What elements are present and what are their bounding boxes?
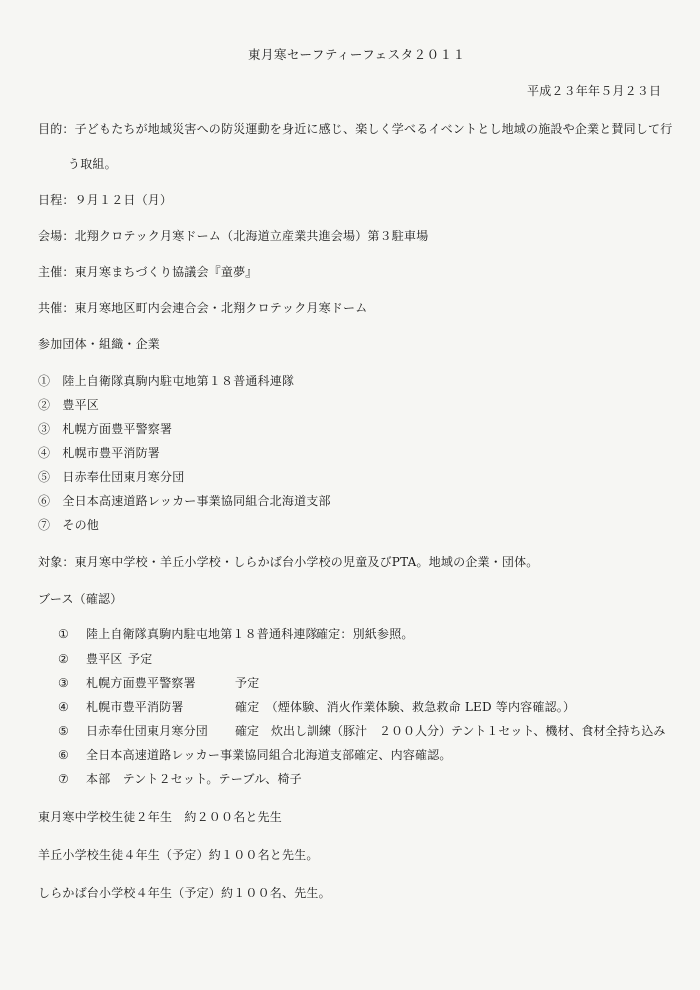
participant-item: ③ 札幌方面豊平警察署 [38, 422, 173, 436]
participant-item: ⑥ 全日本高速道路レッカー事業協同組合北海道支部 [38, 494, 331, 508]
booth-row [58, 748, 452, 762]
document-date: 平成２３年年５月２３日 [527, 84, 662, 98]
target: 対象：東月寒中学校・羊丘小学校・しらかば台小学校の児童及びPTA。地域の企業・団体。 [38, 555, 539, 569]
booth-status: 確定、内容確認。 [354, 748, 452, 762]
booth-name: 豊平区 [86, 652, 123, 666]
booth-number: ④ [58, 700, 69, 714]
booth-name: 日赤奉仕団東月寒分団 [86, 724, 209, 738]
participant-item: ④ 札幌市豊平消防署 [38, 446, 161, 460]
participant-item: ⑤ 日赤奉仕団東月寒分団 [38, 470, 185, 484]
participant-item: ① 陸上自衛隊真駒内駐屯地第１８普通科連隊 [38, 374, 295, 388]
student-count: 羊丘小学校生徒４年生（予定）約１００名と先生。 [38, 848, 319, 862]
student-count: 東月寒中学校生徒２年生 約２００名と先生 [38, 810, 283, 824]
booth-row [58, 627, 414, 641]
booth-status: 予定 [235, 676, 260, 690]
schedule: 日程：９月１２日（月） [38, 193, 173, 207]
booth-name: 札幌市豊平消防署 [86, 700, 184, 714]
booth-row [58, 772, 302, 786]
participant-item: ② 豊平区 [38, 398, 100, 412]
booth-row [58, 724, 666, 738]
booth-name: 本部 テント２セット。テーブル、椅子 [86, 772, 302, 786]
cosponsor: 共催：東月寒地区町内会連合会・北翔クロテック月寒ドーム [38, 301, 368, 315]
booth-row [58, 676, 260, 690]
venue: 会場：北翔クロテック月寒ドーム（北海道立産業共進会場）第３駐車場 [38, 229, 429, 243]
booth-name: 全日本高速道路レッカー事業協同組合北海道支部 [86, 748, 355, 762]
booth-number: ⑤ [58, 724, 69, 738]
purpose-line-2: う取組。 [68, 157, 117, 171]
student-count: しらかば台小学校４年生（予定）約１００名、先生。 [38, 886, 331, 900]
booth-number: ③ [58, 676, 69, 690]
participant-item: ⑦ その他 [38, 518, 100, 532]
booth-status: 確定 （煙体験、消火作業体験、救急救命 LED 等内容確認。） [235, 700, 576, 714]
booth-status: 確定：別紙参照。 [316, 627, 414, 641]
purpose-line-1: 目的：子どもたちが地域災害への防災運動を身近に感じ、楽しく学べるイベントとし地域の施設や企業と賛同して行 [38, 122, 673, 136]
organizer: 主催：東月寒まちづくり協議会『童夢』 [38, 265, 258, 279]
booth-status: 確定 炊出し訓練（豚汁 ２００人分）テント１セット、機材、食材全持ち込み [235, 724, 666, 738]
booth-name: 札幌方面豊平警察署 [86, 676, 196, 690]
document-title: 東月寒セーフティーフェスタ２０１１ [248, 47, 466, 62]
booth-row [58, 700, 576, 714]
booth-status: 予定 [128, 652, 153, 666]
booth-heading: ブース（確認） [38, 592, 123, 606]
booth-number: ⑦ [58, 772, 69, 786]
booth-number: ⑥ [58, 748, 69, 762]
participants-heading: 参加団体・組織・企業 [38, 337, 161, 351]
booth-number: ② [58, 652, 69, 666]
booth-row [58, 652, 153, 666]
booth-number: ① [58, 627, 69, 641]
booth-name: 陸上自衛隊真駒内駐屯地第１８普通科連隊 [86, 627, 318, 641]
